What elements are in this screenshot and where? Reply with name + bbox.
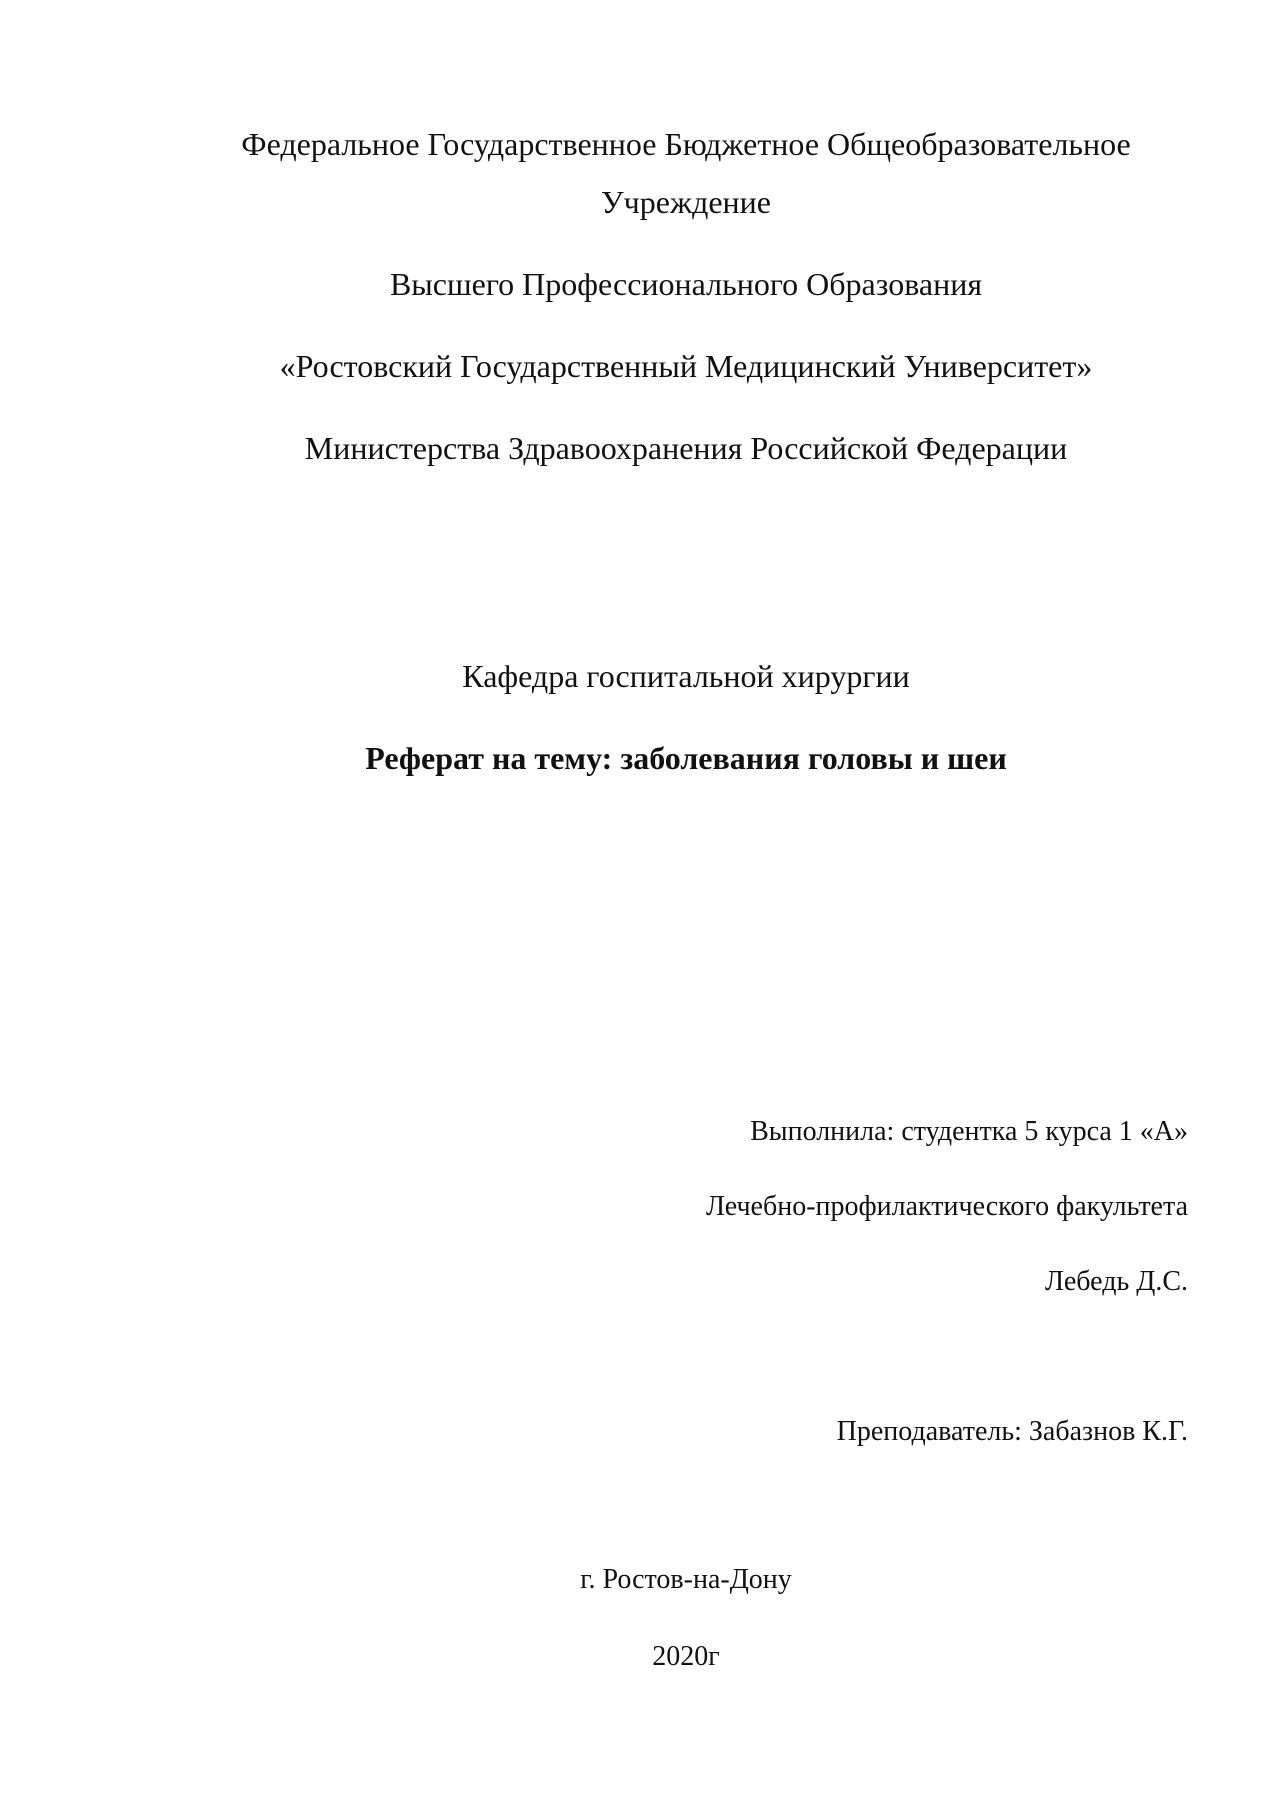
institution-line-3: Высшего Профессионального Образования (389, 266, 983, 302)
institution-line-1: Федеральное Государственное Бюджетное Общеобразовательное (241, 126, 1131, 162)
institution-line-2: Учреждение (601, 184, 771, 220)
department-name: Кафедра госпитальной хирургии (462, 658, 910, 694)
city-line: г. Ростов-на-Дону (580, 1564, 792, 1595)
university-name: «Ростовский Государственный Медицинский Университет» (279, 348, 1093, 384)
teacher-line: Преподаватель: Забазнов К.Г. (836, 1416, 1188, 1447)
author-name: Лебедь Д.С. (1045, 1266, 1188, 1297)
faculty-line: Лечебно-профилактического факультета (705, 1191, 1188, 1222)
paper-title: Реферат на тему: заболевания головы и шеи (365, 740, 1007, 776)
performed-by-line: Выполнила: студентка 5 курса 1 «А» (750, 1116, 1188, 1147)
year-line: 2020г (652, 1641, 720, 1672)
ministry-line: Министерства Здравоохранения Российской Федерации (304, 430, 1068, 466)
